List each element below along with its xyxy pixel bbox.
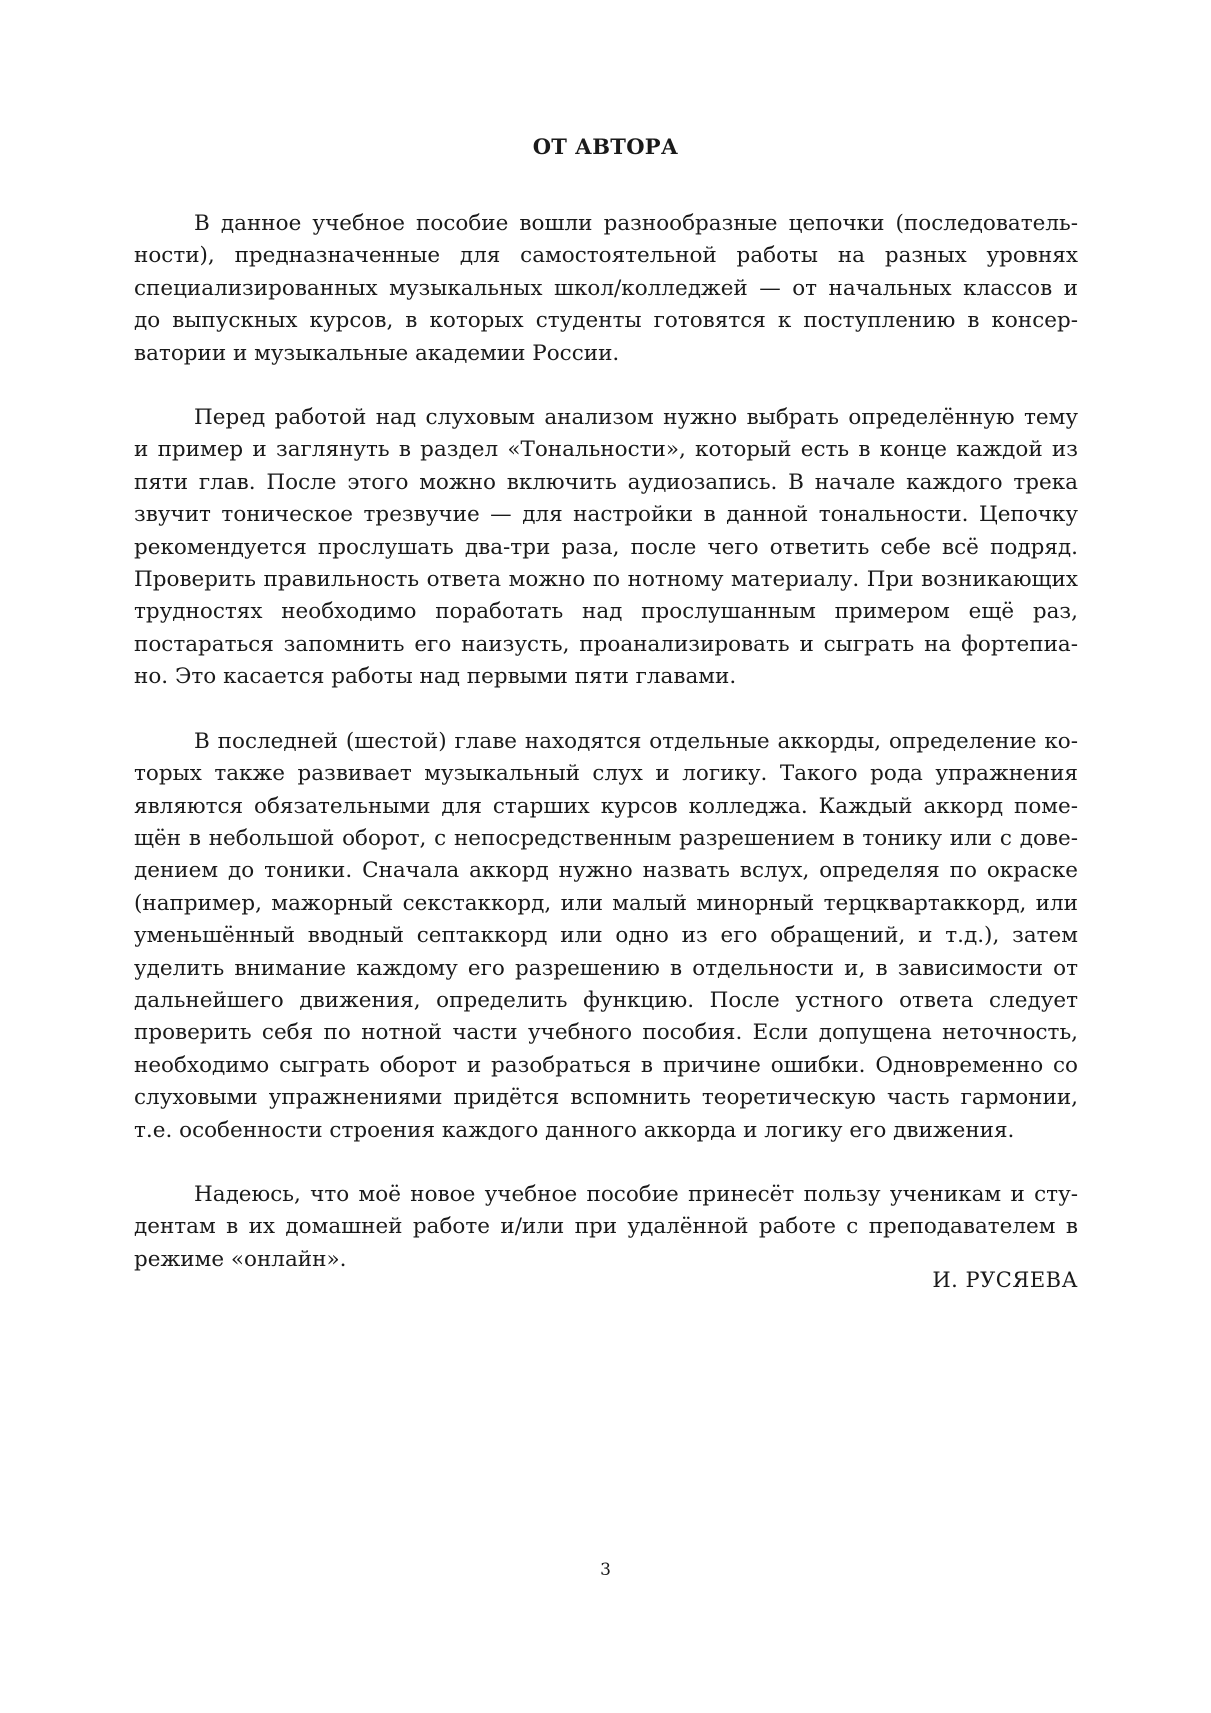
paragraph-4: Надеюсь, что моё новое учебное пособие принесёт пользу ученикам и студентам в их домашней работе и/или при удалённой работе с преподавателем в режиме «онлайн». — [134, 1181, 1078, 1272]
paragraph-1: В данное учебное пособие вошли разнообразные цепочки (последовательности), предназначенные для самостоятельной работы на разных уровнях специализированных музыкальных школ/колледжей — от начальных классов и до выпускных курсов, в которых студенты готовятся к поступлению в консерватории и музыкальные академии России. — [134, 211, 1078, 366]
body-text — [134, 208, 1078, 1308]
author-signature: И. РУСЯЕВА — [932, 1268, 1078, 1292]
paragraph-3: В последней (шестой) главе находятся отдельные аккорды, определение которых также развивает музыкальный слух и логику. Такого рода упражнения являются обязательными для старших курсов колледжа. Каждый аккорд помещён в небольшой оборот, с непосредственным разрешением в тонику или с доведением до тоники. Сначала аккорд нужно назвать вслух, определяя по окраске (например, мажорный секстаккорд, или малый минорный терцквартаккорд, или уменьшённый вводный септаккорд или одно из его обращений, и т.д.), затем уделить внимание каждому его разрешению в отдельности и, в зависимости от дальнейшего движения, определить функцию. После устного ответа следует проверить себя по нотной части учебного пособия. Если допущена неточность, необходимо сыграть оборот и разобраться в причине ошибки. Одновременно со слуховыми упражнениями придётся вспомнить теоретическую часть гармонии, т.е. особенности строения каждого данного аккорда и логику его движения. — [134, 728, 1078, 1143]
page-title: ОТ АВТОРА — [532, 134, 679, 159]
paragraph-2: Перед работой над слуховым анализом нужно выбрать определённую тему и пример и заглянуть в раздел «Тональности», который есть в конце каждой из пяти глав. После этого можно включить аудиозапись. В начале каждого трека звучит тоническое трезвучие — для настройки в данной тональности. Цепочку рекомендуется прослушать два-три раза, после чего ответить себе всё подряд. Проверить правильность ответа можно по нотному материалу. При возникающих трудностях необходимо поработать над прослушанным примером ещё раз, постараться запомнить его наизусть, проанализировать и сыграть на фортепиано. Это касается работы над первыми пяти главами. — [134, 405, 1078, 690]
page-number: 3 — [600, 1560, 611, 1580]
